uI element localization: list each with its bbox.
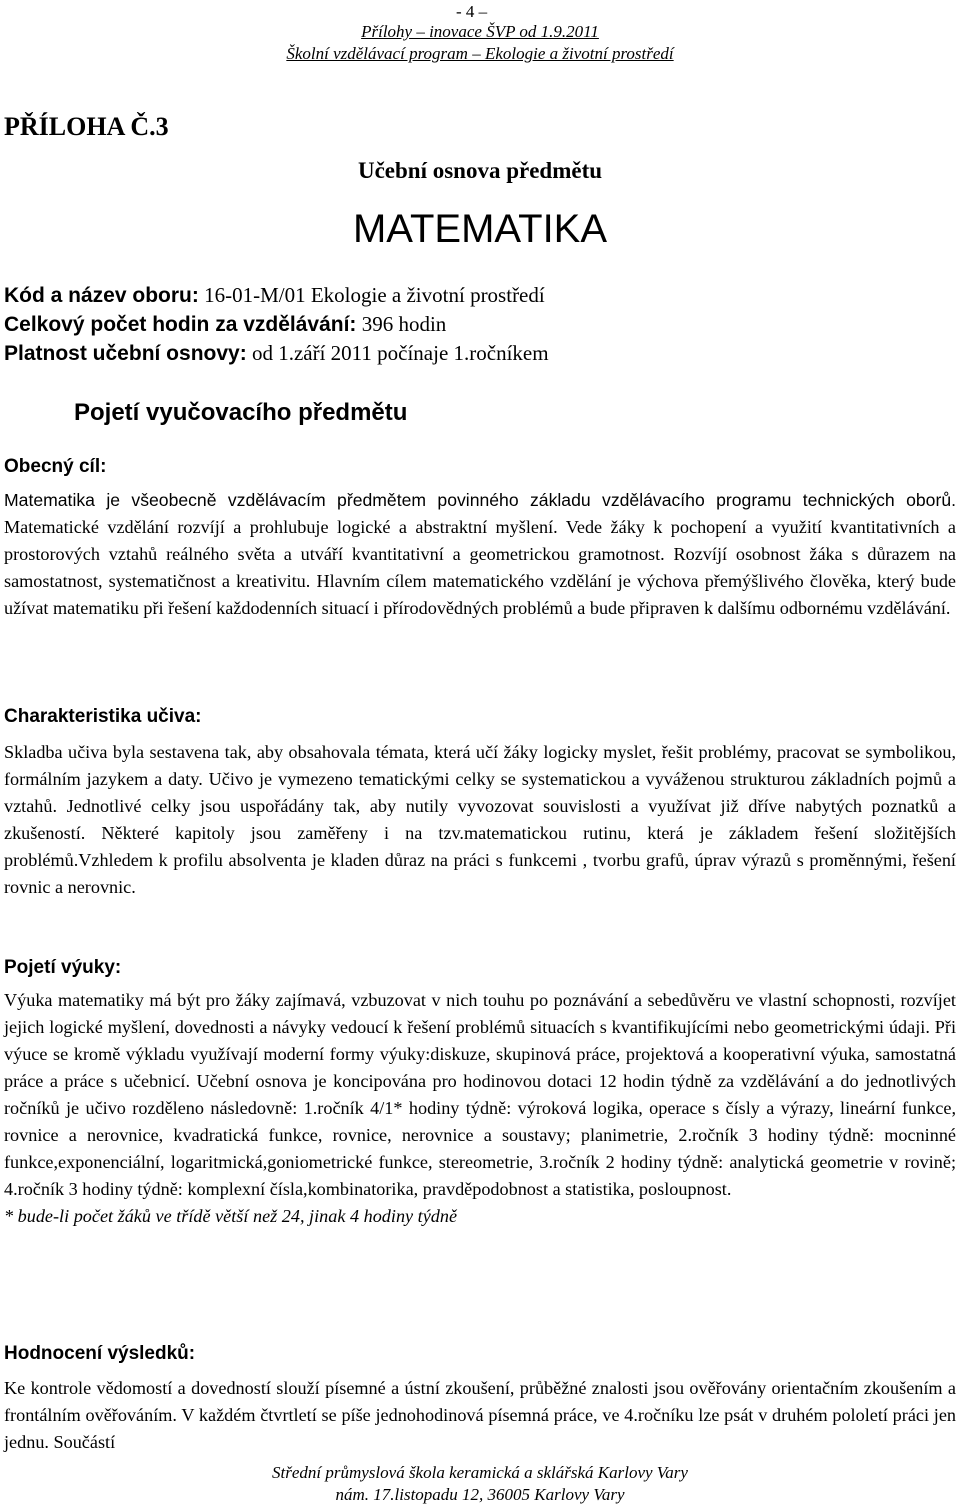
general-goal-text-b: Matematické vzdělání rozvíjí a prohlubuje logické a abstraktní myšlení. [4,517,558,537]
content-characteristics-text-a: Skladba učiva byla sestavena tak, aby obsahovala témata, která učí žáky logicky myslet, řešit problémy, pracovat se symbolikou, formálním jazykem a daty. [4,742,956,789]
teaching-concept-heading: Pojetí výuky: [4,957,122,978]
meta-validity-value: od 1.září 2011 počínaje 1.ročníkem [246,341,549,365]
footer-address: nám. 17.listopadu 12, 36005 Karlovy Vary [335,1485,625,1504]
header-line-program: Školní vzdělávací program – Ekologie a životní prostředí [286,44,674,63]
meta-code-value: 16-01-M/01 Ekologie a životní prostředí [198,283,545,307]
meta-validity-label: Platnost učební osnovy: [4,342,247,365]
footer-school-name: Střední průmyslová škola keramická a sklářská Karlovy Vary [272,1463,688,1482]
evaluation-heading: Hodnocení výsledků: [4,1343,196,1364]
meta-code-label: Kód a název oboru: [4,284,199,307]
general-goal-text-c: Vede žáky k pochopení a využití kvantitativních a prostorových vztahů reálného světa a utváří kvantitativní a geometrickou gramotnost. [4,517,956,564]
evaluation-text-b: V každém čtvrtletí se píše jednohodinová písemná práce, ve 4.ročníku lze psát v druhém pololetí práci jen jednu. Součástí [4,1405,956,1452]
evaluation-text-a: Ke kontrole vědomostí a dovedností slouží písemné a ústní zkoušení, průběžné znalosti jsou ověřovány orientačním zkoušením a frontálním ověřováním. [4,1378,956,1425]
general-goal-heading: Obecný cíl: [4,456,107,477]
teaching-concept-note: * bude-li počet žáků ve třídě větší než 24, jinak 4 hodiny týdně [4,1206,458,1226]
meta-field-code [4,281,549,310]
content-characteristics-text-c: Jednotlivé celky jsou uspořádány tak, aby nutily vyvozovat souvislosti a využívat již dříve nabytých poznatků a zkušeností. Některé kapitoly jsou zaměřeny i na tzv.matematickou rutinu, která je základem řešení složitějších problémů.Vzhledem k profilu absolventa je kladen důraz na práci s funkcemi , tvorbu grafů, úprav výrazů s proměnnými, řešení rovnic a nerovnic. [4,796,956,897]
content-characteristics-text-b: Učivo je vymezeno tematickými celky se systematickou a vyváženou strukturou základních pojmů a vztahů. [4,769,956,816]
teaching-concept-text-c: Učební osnova je koncipována pro hodinovou dotaci 12 hodin týdně za vzdělávání a do jednotlivých ročníků je učivo rozděleno následovně: 1.ročník 4/1* hodiny týdně: výroková logika, operace s čísly a výrazy, lineární funkce, rovnice a nerovnice, kvadratická funkce, rovnice, nerovnice a soustavy; planimetrie, 2.ročník 3 hodiny týdně: mocninné funkce,exponenciální, logaritmická,goniometrické funkce, stereometrie, 3.ročník 2 hodiny týdně: analytická geometrie v rovině; 4.ročník 3 hodiny týdně: komplexní čísla,kombinatorika, pravděpodobnost a statistika, posloupnost. [4,1071,957,1199]
concept-section-title: Pojetí vyučovacího předmětu [74,399,408,426]
general-goal-text [4,487,956,622]
teaching-concept-text-a: Výuka matematiky má být pro žáky zajímavá, vzbuzovat v nich touhu po poznávání a sebedůvěru ve vlastní schopnosti, rozvíjet jejich logické myšlení, dovednosti a návyky vedoucí k řešení problémů situacích s kvantifikujícími nebo geometrickými údaji. [4,990,956,1037]
page-number: - 4 – [456,2,488,21]
content-characteristics-heading: Charakteristika učiva: [4,706,202,727]
subject-title-text: MATEMATIKA [352,207,608,251]
evaluation-text [4,1375,956,1456]
meta-field-hours [4,310,549,339]
general-goal-text-e: Hlavním cílem matematického vzdělání je výchova přemýšlivého člověka, který bude užívat matematiku při řešení každodenních situací i přírodovědných problémů a bude připraven k dalšímu odbornému vzdělávání. [4,571,956,618]
curriculum-title: Učební osnova předmětu [357,158,603,183]
meta-field-validity [4,339,549,368]
meta-hours-label: Celkový počet hodin za vzdělávání: [4,313,357,336]
content-characteristics-text [4,739,956,901]
meta-hours-value: 396 hodin [356,312,447,336]
teaching-concept-text [4,987,956,1230]
attachment-title: PŘÍLOHA Č.3 [4,112,169,141]
general-goal-text-a: Matematika je všeobecně vzdělávacím předmětem povinného základu vzdělávacího programu technických oborů. [4,490,956,510]
subject-title [0,207,960,252]
header-line-attachments: Přílohy – inovace ŠVP od 1.9.2011 [361,22,599,41]
subject-meta [4,281,549,368]
teaching-concept-text-b: Při výuce se kromě výkladu využívají moderní formy výuky:diskuze, skupinová práce, projektová a kooperativní výuka, samostatná práce a práce s učebnicí. [4,1017,957,1091]
general-goal-text-d: Rozvíjí osobnost žáka s důrazem na samostatnost, systematičnost a kreativitu. [4,544,956,591]
